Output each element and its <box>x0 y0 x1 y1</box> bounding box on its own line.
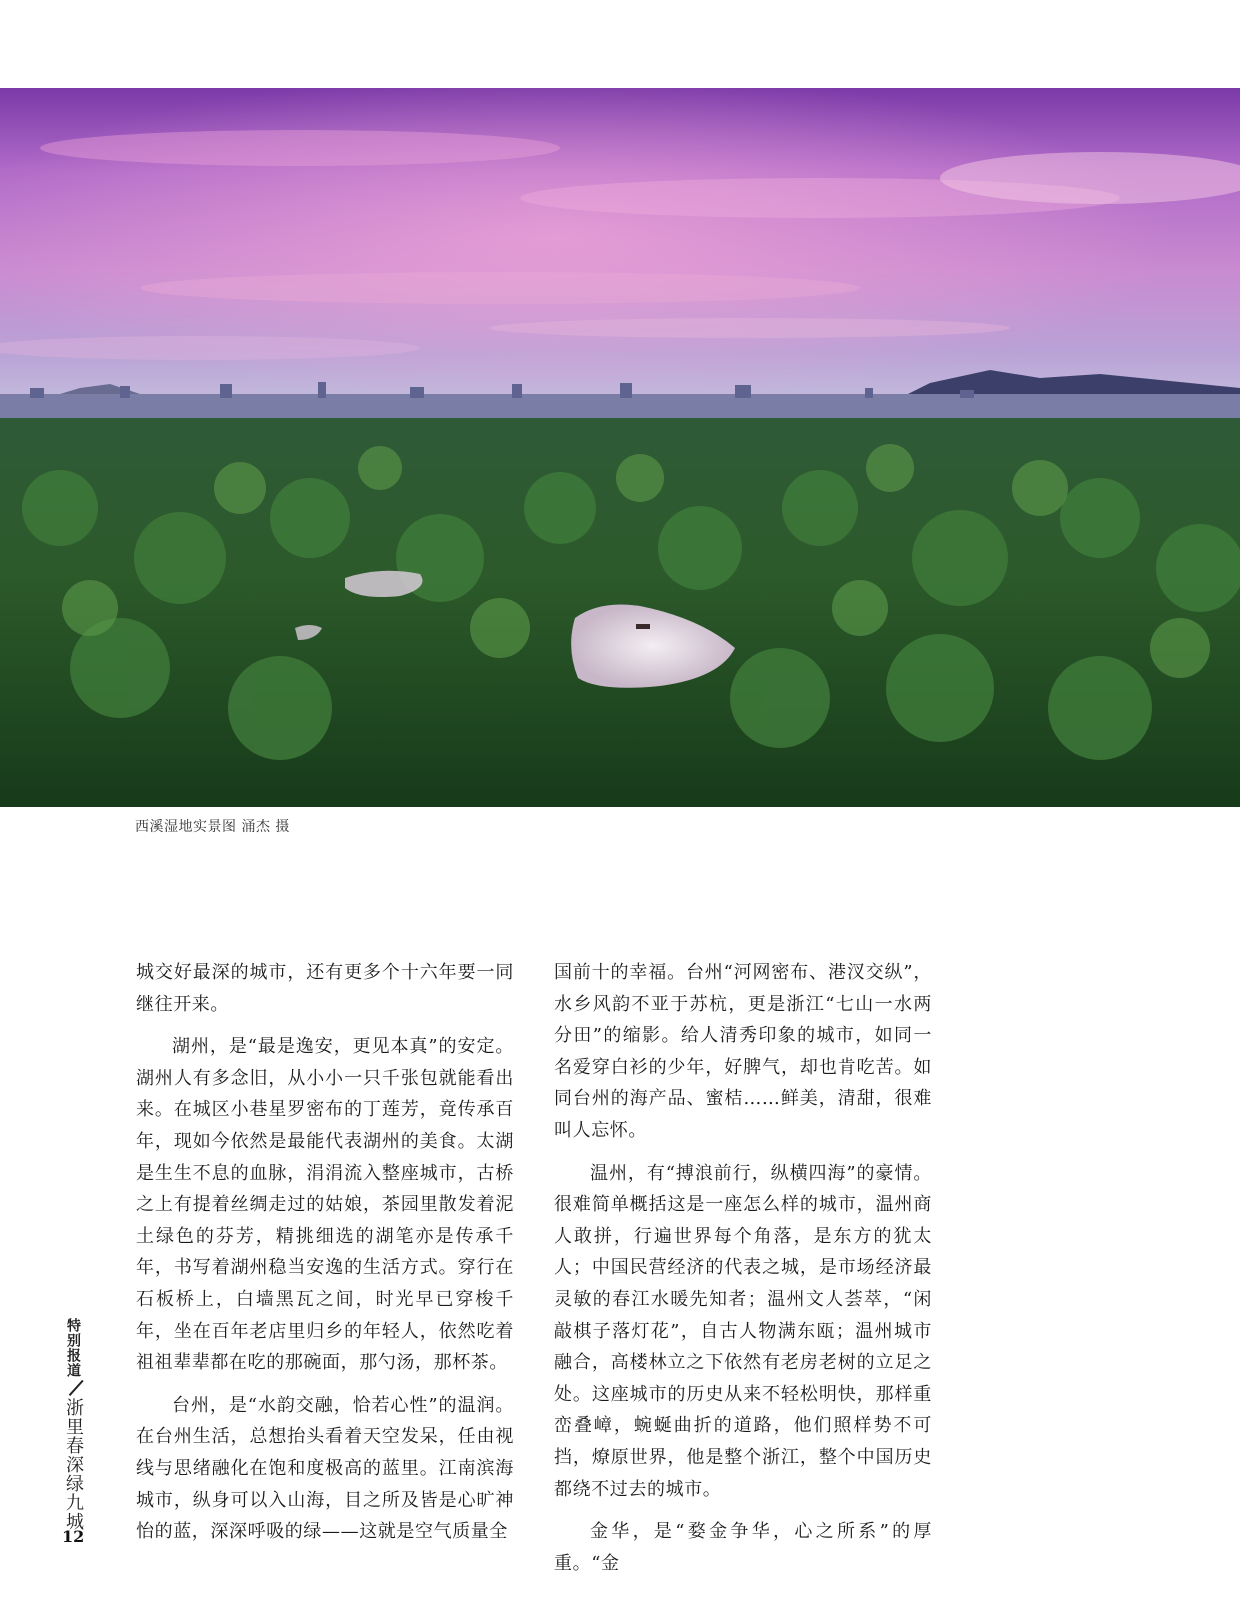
page-number: 12 <box>62 1527 85 1546</box>
left-column <box>136 957 514 1559</box>
section-label: 特别报道 <box>65 1318 81 1378</box>
slash-divider <box>64 1380 82 1396</box>
paragraph: 城交好最深的城市，还有更多个十六年要一同继往开来。 <box>136 962 514 1015</box>
right-column <box>554 957 932 1590</box>
paragraph: 国前十的幸福。台州“河网密布、港汊交纵”，水乡风韵不亚于苏杭，更是浙江“七山一水两分田”的缩影。给人清秀印象的城市，如同一名爱穿白衫的少年，好脾气，却也肯吃苦。如同台州的海产品、蜜桔……鲜美，清甜，很难叫人忘怀。 <box>554 962 932 1141</box>
landscape-image <box>0 88 1240 807</box>
paragraph: 金华，是“婺金争华，心之所系”的厚重。“金 <box>554 1521 932 1574</box>
section-title: 浙里春深绿九城 <box>63 1398 84 1531</box>
paragraph: 台州，是“水韵交融，恰若心性”的温润。在台州生活，总想抬头看着天空发呆，任由视线与思绪融化在饱和度极高的蓝里。江南滨海城市，纵身可以入山海，目之所及皆是心旷神怡的蓝，深深呼吸的绿——这就是空气质量全 <box>136 1394 514 1543</box>
section-sidebar <box>56 1318 90 1531</box>
wetland-photo <box>0 88 1240 807</box>
paragraph: 湖州，是“最是逸安，更见本真”的安定。湖州人有多念旧，从小小一只千张包就能看出来。在城区小巷星罗密布的丁莲芳，竟传承百年，现如今依然是最能代表湖州的美食。太湖是生生不息的血脉，涓涓流入整座城市，古桥之上有提着丝绸走过的姑娘，茶园里散发着泥土绿色的芬芳，精挑细选的湖笔亦是传承千年，书写着湖州稳当安逸的生活方式。穿行在石板桥上，白墙黑瓦之间，时光早已穿梭千年，坐在百年老店里归乡的年轻人，依然吃着祖祖辈辈都在吃的那碗面，那勺汤，那杯茶。 <box>136 1036 514 1374</box>
photo-caption: 西溪湿地实景图 涌杰 摄 <box>135 819 290 835</box>
paragraph: 温州，有“搏浪前行，纵横四海”的豪情。很难简单概括这是一座怎么样的城市，温州商人敢拼，行遍世界每个角落，是东方的犹太人；中国民营经济的代表之城，是市场经济最灵敏的春江水暖先知者；温州文人荟萃，“闲敲棋子落灯花”，自古人物满东瓯；温州城市融合，高楼林立之下依然有老房老树的立足之处。这座城市的历史从来不轻松明快，那样重峦叠嶂，蜿蜒曲折的道路，他们照样势不可挡，燎原世界，他是整个浙江，整个中国历史都绕不过去的城市。 <box>554 1162 932 1500</box>
